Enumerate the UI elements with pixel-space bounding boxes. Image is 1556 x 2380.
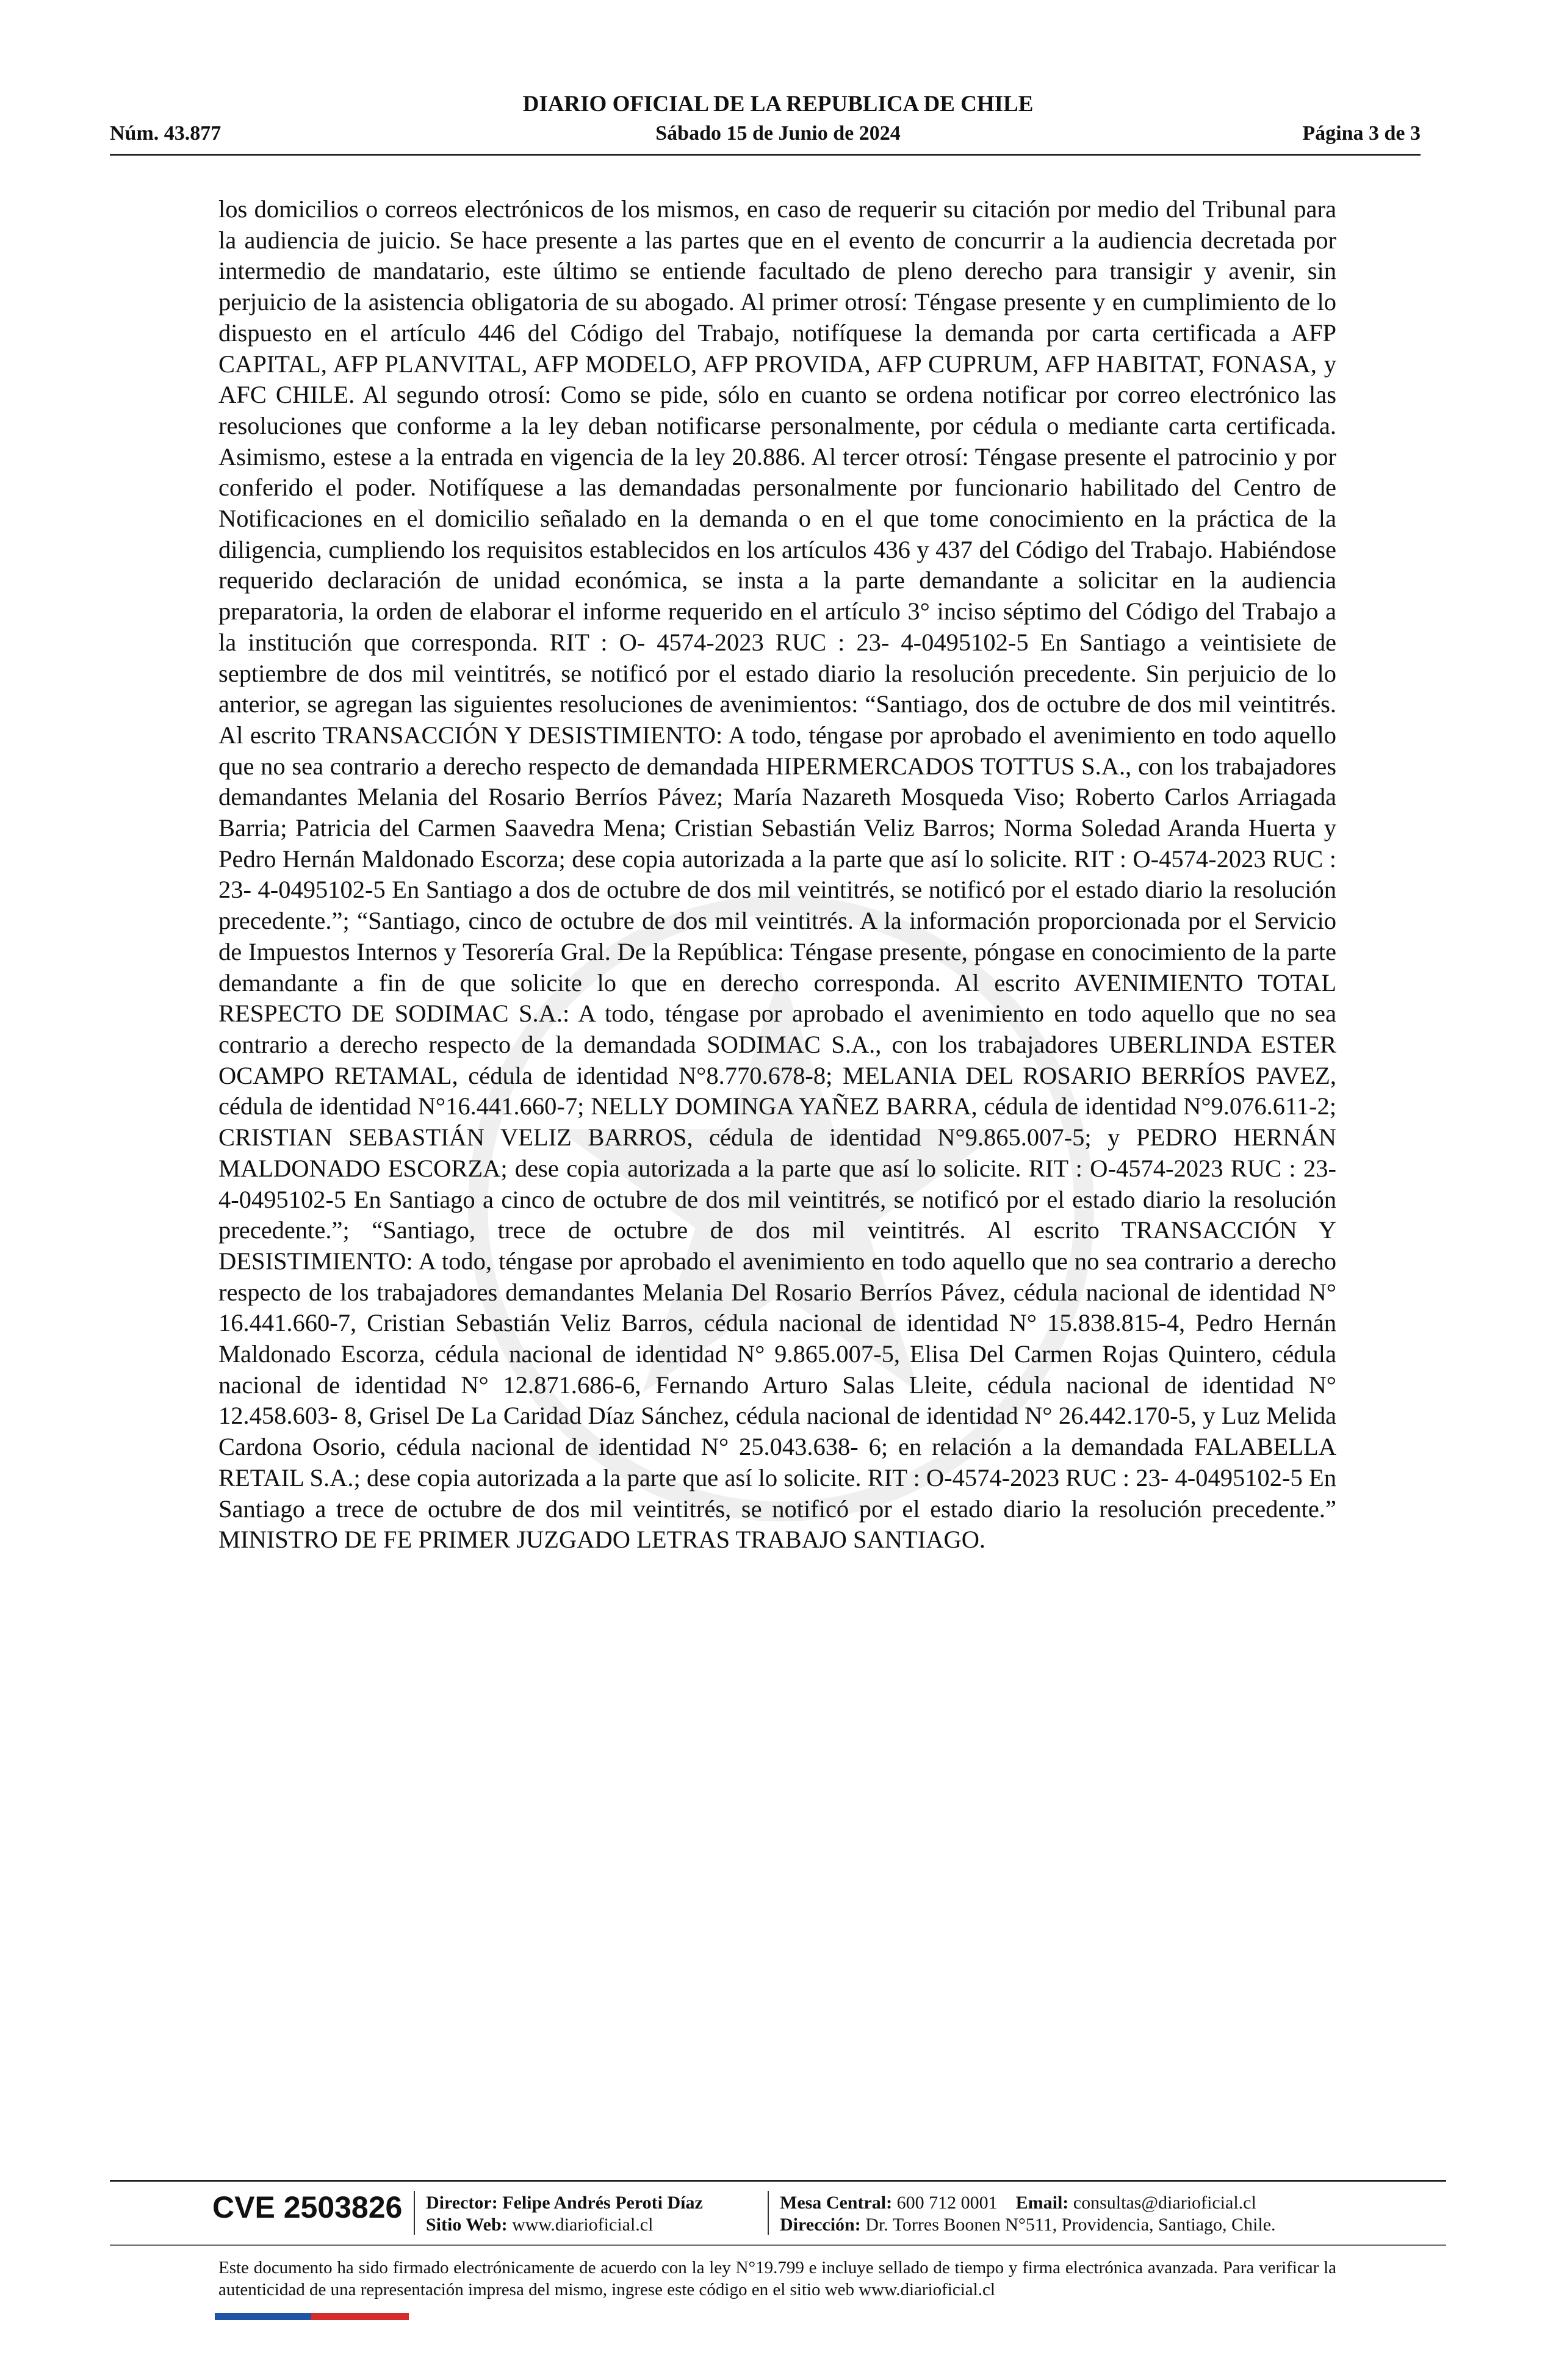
email-link[interactable]: consultas@diarioficial.cl (1073, 2193, 1256, 2213)
gazette-title: DIARIO OFICIAL DE LA REPUBLICA DE CHILE (522, 92, 1034, 117)
address-label: Dirección: (780, 2215, 861, 2235)
flag-blue-segment (215, 2313, 311, 2320)
signature-notice: Este documento ha sido firmado electrónicamente de acuerdo con la ley N°19.799 e incluye sellado de tiempo y firma electrónica avanzada. Para verificar la autenticidad de una representación impresa del mismo, ingrese este código en el sitio web www.diarioficial.cl (218, 2258, 1336, 2299)
footer-director-block (426, 2192, 703, 2236)
mesa-label: Mesa Central: (780, 2193, 893, 2213)
email-label: Email: (1015, 2193, 1069, 2213)
flag-stripe (215, 2313, 409, 2320)
site-link[interactable]: www.diarioficial.cl (512, 2215, 654, 2235)
site-label: Sitio Web: (426, 2215, 508, 2235)
footer-separator (414, 2191, 415, 2235)
issue-date: Sábado 15 de Junio de 2024 (655, 122, 901, 145)
header-divider (110, 154, 1421, 156)
address-value: Dr. Torres Boonen N°511, Providencia, Santiago, Chile. (865, 2215, 1276, 2235)
footer-contact-block (780, 2192, 1276, 2236)
page-indicator: Página 3 de 3 (1302, 122, 1421, 145)
footer-divider-top (110, 2180, 1446, 2182)
footer-divider-bottom (110, 2245, 1446, 2246)
mesa-phone: 600 712 0001 (896, 2193, 998, 2213)
director-label: Director: (426, 2193, 498, 2213)
footer-separator (768, 2191, 769, 2235)
issue-number: Núm. 43.877 (110, 122, 222, 145)
cve-code: CVE 2503826 (212, 2190, 403, 2224)
document-body-text: los domicilios o correos electrónicos de los mismos, en caso de requerir su citación por medio del Tribunal para la audiencia de juicio. Se hace presente a las partes que en el evento de concurrir a la audiencia decretada por intermedio de mandatario, este último se entiende facultado de pleno derecho para transigir y avenir, sin perjuicio de la asistencia obligatoria de su abogado. Al primer otrosí: Téngase presente y en cumplimiento de lo dispuesto en el artículo 446 del Código del Trabajo, notifíquese la demanda por carta certificada a AFP CAPITAL, AFP PLANVITAL, AFP MODELO, AFP PROVIDA, AFP CUPRUM, AFP HABITAT, FONASA, y AFC CHILE. Al segundo otrosí: Como se pide, sólo en cuanto se ordena notificar por correo electrónico las resoluciones que conforme a la ley deban notificarse personalmente, por cédula o mediante carta certificada. Asimismo, estese a la entrada en vigencia de la ley 20.886. Al tercer otrosí: Téngase presente el patrocinio y por conferido el poder. Notifíquese a las demandadas personalmente por funcionario habilitado del Centro de Notificaciones en el domicilio señalado en la demanda o en el que tome conocimiento en la práctica de la diligencia, cumpliendo los requisitos establecidos en los artículos 436 y 437 del Código del Trabajo. Habiéndose requerido declaración de unidad económica, se insta a la parte demandante a solicitar en la audiencia preparatoria, la orden de elaborar el informe requerido en el artículo 3° inciso séptimo del Código del Trabajo a la institución que corresponda. RIT : O- 4574-2023 RUC : 23- 4-0495102-5 En Santiago a veintisiete de septiembre de dos mil veintitrés, se notificó por el estado diario la resolución precedente. Sin perjuicio de lo anterior, se agregan las siguientes resoluciones de avenimientos: “Santiago, dos de octubre de dos mil veintitrés. Al escrito TRANSACCIÓN Y DESISTIMIENTO: A todo, téngase por aprobado el avenimiento en todo aquello que no sea contrario a derecho respecto de demandada HIPERMERCADOS TOTTUS S.A., con los trabajadores demandantes Melania del Rosario Berríos Pávez; María Nazareth Mosqueda Viso; Roberto Carlos Arriagada Barria; Patricia del Carmen Saavedra Mena; Cristian Sebastián Veliz Barros; Norma Soledad Aranda Huerta y Pedro Hernán Maldonado Escorza; dese copia autorizada a la parte que así lo solicite. RIT : O-4574-2023 RUC : 23- 4-0495102-5 En Santiago a dos de octubre de dos mil veintitrés, se notificó por el estado diario la resolución precedente.”; “Santiago, cinco de octubre de dos mil veintitrés. A la información proporcionada por el Servicio de Impuestos Internos y Tesorería Gral. De la República: Téngase presente, póngase en conocimiento de la parte demandante a fin de que solicite lo que en derecho corresponda. Al escrito AVENIMIENTO TOTAL RESPECTO DE SODIMAC S.A.: A todo, téngase por aprobado el avenimiento en todo aquello que no sea contrario a derecho respecto de la demandada SODIMAC S.A., con los trabajadores UBERLINDA ESTER OCAMPO RETAMAL, cédula de identidad N°8.770.678-8; MELANIA DEL ROSARIO BERRÍOS PAVEZ, cédula de identidad N°16.441.660-7; NELLY DOMINGA YAÑEZ BARRA, cédula de identidad N°9.076.611-2; CRISTIAN SEBASTIÁN VELIZ BARROS, cédula de identidad N°9.865.007-5; y PEDRO HERNÁN MALDONADO ESCORZA; dese copia autorizada a la parte que así lo solicite. RIT : O-4574-2023 RUC : 23- 4-0495102-5 En Santiago a cinco de octubre de dos mil veintitrés, se notificó por el estado diario la resolución precedente.”; “Santiago, trece de octubre de dos mil veintitrés. Al escrito TRANSACCIÓN Y DESISTIMIENTO: A todo, téngase por aprobado el avenimiento en todo aquello que no sea contrario a derecho respecto de los trabajadores demandantes Melania Del Rosario Berríos Pávez, cédula nacional de identidad N° 16.441.660-7, Cristian Sebastián Veliz Barros, cédula nacional de identidad N° 15.838.815-4, Pedro Hernán Maldonado Escorza, cédula nacional de identidad N° 9.865.007-5, Elisa Del Carmen Rojas Quintero, cédula nacional de identidad N° 12.871.686-6, Fernando Arturo Salas Lleite, cédula nacional de identidad N° 12.458.603- 8, Grisel De La Caridad Díaz Sánchez, cédula nacional de identidad N° 26.442.170-5, y Luz Melida Cardona Osorio, cédula nacional de identidad N° 25.043.638- 6; en relación a la demandada FALABELLA RETAIL S.A.; dese copia autorizada a la parte que así lo solicite. RIT : O-4574-2023 RUC : 23- 4-0495102-5 En Santiago a trece de octubre de dos mil veintitrés, se notificó por el estado diario la resolución precedente.” MINISTRO DE FE PRIMER JUZGADO LETRAS TRABAJO SANTIAGO. (218, 195, 1336, 1554)
director-name: Felipe Andrés Peroti Díaz (502, 2193, 703, 2213)
flag-red-segment (311, 2313, 409, 2320)
